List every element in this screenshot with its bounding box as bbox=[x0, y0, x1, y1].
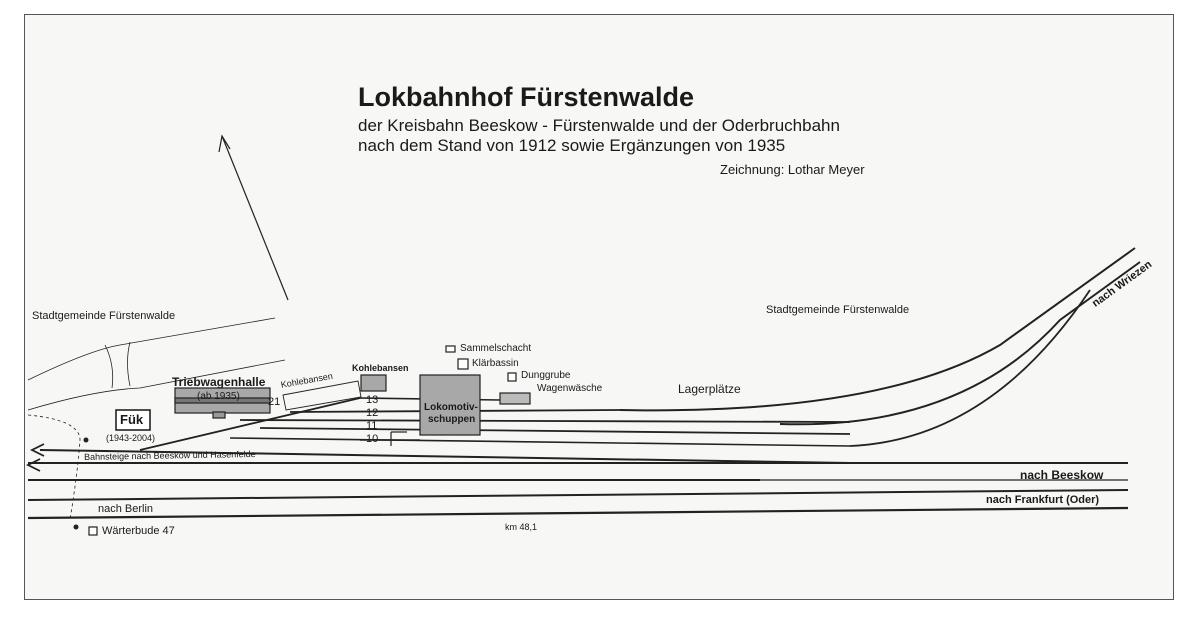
bahnsteige-label: Bahnsteige nach Beeskow und Hasenfelde bbox=[84, 449, 256, 462]
lokschuppen-label-1: Lokomotiv- bbox=[424, 402, 478, 413]
track-number-11: 11 bbox=[366, 420, 378, 432]
triebwagenhalle-date: (ab 1935) bbox=[197, 391, 240, 402]
kohlebansen-label-1: Kohlebansen bbox=[280, 370, 334, 390]
dunggrube-shape bbox=[508, 373, 516, 381]
kohlebansen-label-2: Kohlebansen bbox=[352, 363, 409, 373]
wagenwaesche-shape bbox=[500, 393, 530, 404]
nach-frankfurt-label: nach Frankfurt (Oder) bbox=[986, 494, 1100, 506]
lokschuppen-label-2: schuppen bbox=[428, 414, 476, 425]
track-number-21: 21 bbox=[268, 396, 281, 408]
area-label-east: Stadtgemeinde Fürstenwalde bbox=[766, 304, 910, 316]
kohlebansen-shape bbox=[361, 375, 386, 391]
fuek-label: Fük bbox=[120, 412, 144, 427]
waerterbude-label: Wärterbude 47 bbox=[102, 525, 175, 537]
wagenwaesche-label: Wagenwäsche bbox=[537, 383, 603, 394]
credit: Zeichnung: Lothar Meyer bbox=[720, 162, 865, 177]
area-label-west: Stadtgemeinde Fürstenwalde bbox=[32, 310, 176, 322]
main-track-frankfurt bbox=[28, 508, 1128, 518]
track-number-12: 12 bbox=[366, 407, 379, 419]
main-track-berlin bbox=[28, 490, 1128, 500]
track-number-13: 13 bbox=[366, 394, 379, 406]
sammelschacht-label: Sammelschacht bbox=[460, 343, 532, 354]
km-marker: km 48,1 bbox=[505, 522, 538, 532]
track-wriezen-b bbox=[780, 262, 1140, 424]
map-subtitle-2: nach dem Stand von 1912 sowie Ergänzungen von 1935 bbox=[358, 136, 786, 155]
nach-beeskow-label: nach Beeskow bbox=[1020, 468, 1104, 482]
nach-berlin-label: nach Berlin bbox=[98, 503, 154, 515]
lagerplaetze-label: Lagerplätze bbox=[678, 382, 741, 396]
klaerbassin-label: Klärbassin bbox=[472, 358, 519, 369]
map-title: Lokbahnhof Fürstenwalde bbox=[358, 82, 695, 112]
map-subtitle-1: der Kreisbahn Beeskow - Fürstenwalde und der Oderbruchbahn bbox=[358, 116, 840, 135]
track-number-10: 10 bbox=[366, 433, 379, 445]
north-arrow bbox=[222, 136, 288, 300]
north-arrow-head-icon bbox=[219, 136, 230, 152]
waerterbude-shape bbox=[89, 527, 97, 535]
dunggrube-label: Dunggrube bbox=[521, 370, 571, 381]
triebwagenhalle-label: Triebwagenhalle bbox=[172, 375, 266, 389]
klaerbassin-shape bbox=[458, 359, 468, 369]
sammelschacht-shape bbox=[446, 346, 455, 352]
arrow-west-2-icon bbox=[28, 459, 40, 471]
nach-wriezen-label: nach Wriezen bbox=[1090, 258, 1155, 310]
fuek-years: (1943-2004) bbox=[106, 433, 156, 443]
